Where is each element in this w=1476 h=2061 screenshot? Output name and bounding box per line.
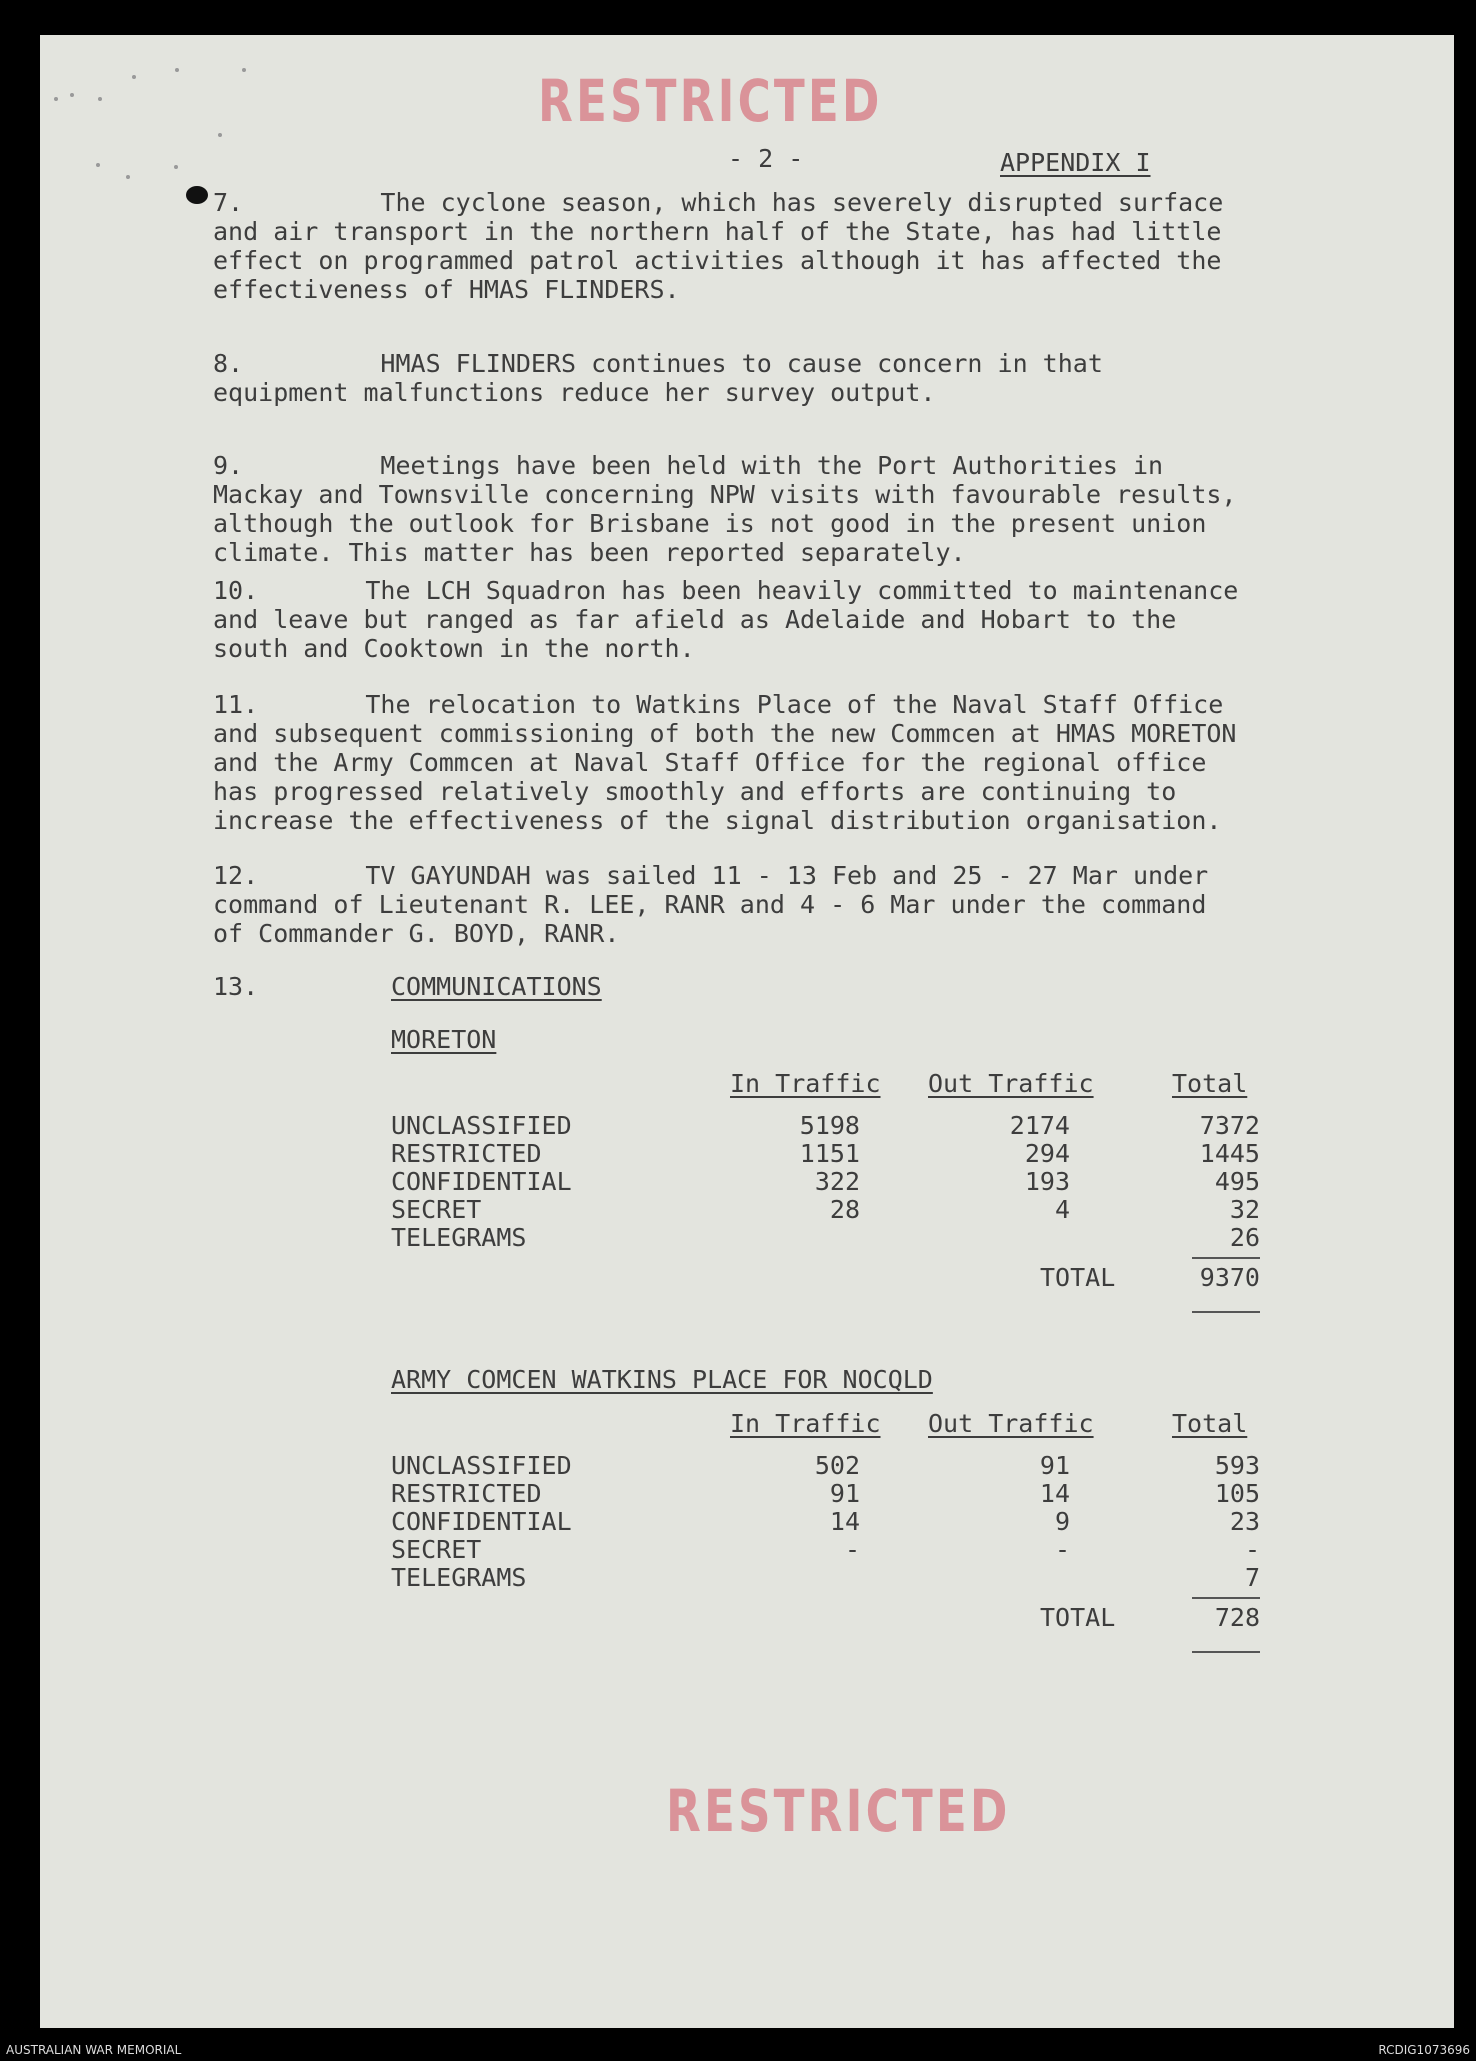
table-cell: - xyxy=(1054,1535,1070,1564)
table-cell: 593 xyxy=(1214,1451,1260,1480)
total-rule-bottom xyxy=(1192,1311,1260,1313)
table-cell: 28 xyxy=(829,1195,860,1224)
footer-right: RCDIG1073696 xyxy=(1378,2043,1470,2057)
table-cell: 322 xyxy=(814,1167,860,1196)
paragraph-number: 8. xyxy=(213,349,244,378)
table-cell: 1151 xyxy=(799,1139,860,1168)
section-number: 13. xyxy=(213,972,259,1001)
table-row-label: TELEGRAMS xyxy=(391,1563,527,1592)
table-cell: 32 xyxy=(1229,1195,1260,1224)
paragraph-body: and leave but ranged as far afield as Adelaide and Hobart to the south and Cooktown in the north. xyxy=(213,605,1177,663)
paragraph-first-line: The cyclone season, which has severely disrupted surface xyxy=(260,188,1224,217)
total-rule-bottom xyxy=(1192,1651,1260,1653)
paragraph-number: 12. xyxy=(213,861,259,890)
table-cell: 495 xyxy=(1214,1167,1260,1196)
paragraph-body: equipment malfunctions reduce her survey output. xyxy=(213,378,936,407)
paragraph-first-line: The LCH Squadron has been heavily committed to maintenance xyxy=(260,576,1239,605)
table-header: In Traffic xyxy=(730,1409,881,1438)
paragraph-body: and subsequent commissioning of both the new Commcen at HMAS MORETON and the Army Commcen at Naval Staff Office for the regional office has progressed relatively smoothly and efforts are continuing to increase the effectiveness of the signal distribution organisation. xyxy=(213,719,1237,835)
total-value: 9370 xyxy=(1199,1263,1260,1292)
table-cell: 91 xyxy=(1039,1451,1070,1480)
total-rule-top xyxy=(1192,1257,1260,1259)
table-title: MORETON xyxy=(391,1025,497,1054)
table-row-label: CONFIDENTIAL xyxy=(391,1507,572,1536)
table-cell: 7 xyxy=(1244,1563,1260,1592)
table-cell: 14 xyxy=(829,1507,860,1536)
total-value: 728 xyxy=(1214,1603,1260,1632)
table-cell: 91 xyxy=(829,1479,860,1508)
table-cell: - xyxy=(1244,1535,1260,1564)
table-cell: 4 xyxy=(1054,1195,1070,1224)
paragraph-number: 7. xyxy=(213,188,244,217)
table-row-label: UNCLASSIFIED xyxy=(391,1111,572,1140)
table-row-label: CONFIDENTIAL xyxy=(391,1167,572,1196)
restricted-stamp-bottom: RESTRICTED xyxy=(666,1777,1011,1845)
paragraph-number: 9. xyxy=(213,451,244,480)
table-cell: 7372 xyxy=(1199,1111,1260,1140)
table-cell: 26 xyxy=(1229,1223,1260,1252)
table-cell: 193 xyxy=(1024,1167,1070,1196)
paragraph-first-line: TV GAYUNDAH was sailed 11 - 13 Feb and 25 - 27 Mar under xyxy=(260,861,1209,890)
table-cell: 23 xyxy=(1229,1507,1260,1536)
table-cell: 105 xyxy=(1214,1479,1260,1508)
table-header: Out Traffic xyxy=(928,1069,1094,1098)
table-cell: 502 xyxy=(814,1451,860,1480)
paragraph-first-line: HMAS FLINDERS continues to cause concern in that xyxy=(260,349,1103,378)
table-row-label: SECRET xyxy=(391,1195,482,1224)
table-header: Total xyxy=(1172,1409,1248,1438)
section-heading: COMMUNICATIONS xyxy=(391,972,602,1001)
appendix-heading: APPENDIX I xyxy=(1000,148,1151,177)
paragraph-body: Mackay and Townsville concerning NPW visits with favourable results, although the outlook for Brisbane is not good in the present union climate. This matter has been reported separately. xyxy=(213,480,1237,567)
table-cell: 14 xyxy=(1039,1479,1070,1508)
table-row-label: TELEGRAMS xyxy=(391,1223,527,1252)
table-cell: 1445 xyxy=(1199,1139,1260,1168)
footer-left: AUSTRALIAN WAR MEMORIAL xyxy=(6,2043,182,2057)
total-label: TOTAL xyxy=(1040,1603,1116,1632)
table-header: In Traffic xyxy=(730,1069,881,1098)
paragraph-first-line: The relocation to Watkins Place of the Naval Staff Office xyxy=(260,690,1224,719)
table-cell: 2174 xyxy=(1009,1111,1070,1140)
paragraph-number: 11. xyxy=(213,690,259,719)
restricted-stamp-top: RESTRICTED xyxy=(538,67,883,135)
table-row-label: SECRET xyxy=(391,1535,482,1564)
paragraph-first-line: Meetings have been held with the Port Authorities in xyxy=(260,451,1164,480)
table-row-label: UNCLASSIFIED xyxy=(391,1451,572,1480)
document-page xyxy=(40,35,1454,2028)
table-cell: 5198 xyxy=(799,1111,860,1140)
total-label: TOTAL xyxy=(1040,1263,1116,1292)
paragraph-body: command of Lieutenant R. LEE, RANR and 4 - 6 Mar under the command of Commander G. BOYD, RANR. xyxy=(213,890,1207,948)
table-cell: 9 xyxy=(1054,1507,1070,1536)
page-number: - 2 - xyxy=(728,144,804,173)
table-row-label: RESTRICTED xyxy=(391,1139,542,1168)
paragraph-body: and air transport in the northern half of the State, has had little effect on programmed patrol activities although it has affected the effectiveness of HMAS FLINDERS. xyxy=(213,217,1222,304)
table-header: Out Traffic xyxy=(928,1409,1094,1438)
paragraph-number: 10. xyxy=(213,576,259,605)
table-cell: 294 xyxy=(1024,1139,1070,1168)
table-title: ARMY COMCEN WATKINS PLACE FOR NOCQLD xyxy=(391,1365,933,1394)
table-row-label: RESTRICTED xyxy=(391,1479,542,1508)
punch-hole xyxy=(186,186,208,204)
table-cell: - xyxy=(844,1535,860,1564)
total-rule-top xyxy=(1192,1597,1260,1599)
table-header: Total xyxy=(1172,1069,1248,1098)
